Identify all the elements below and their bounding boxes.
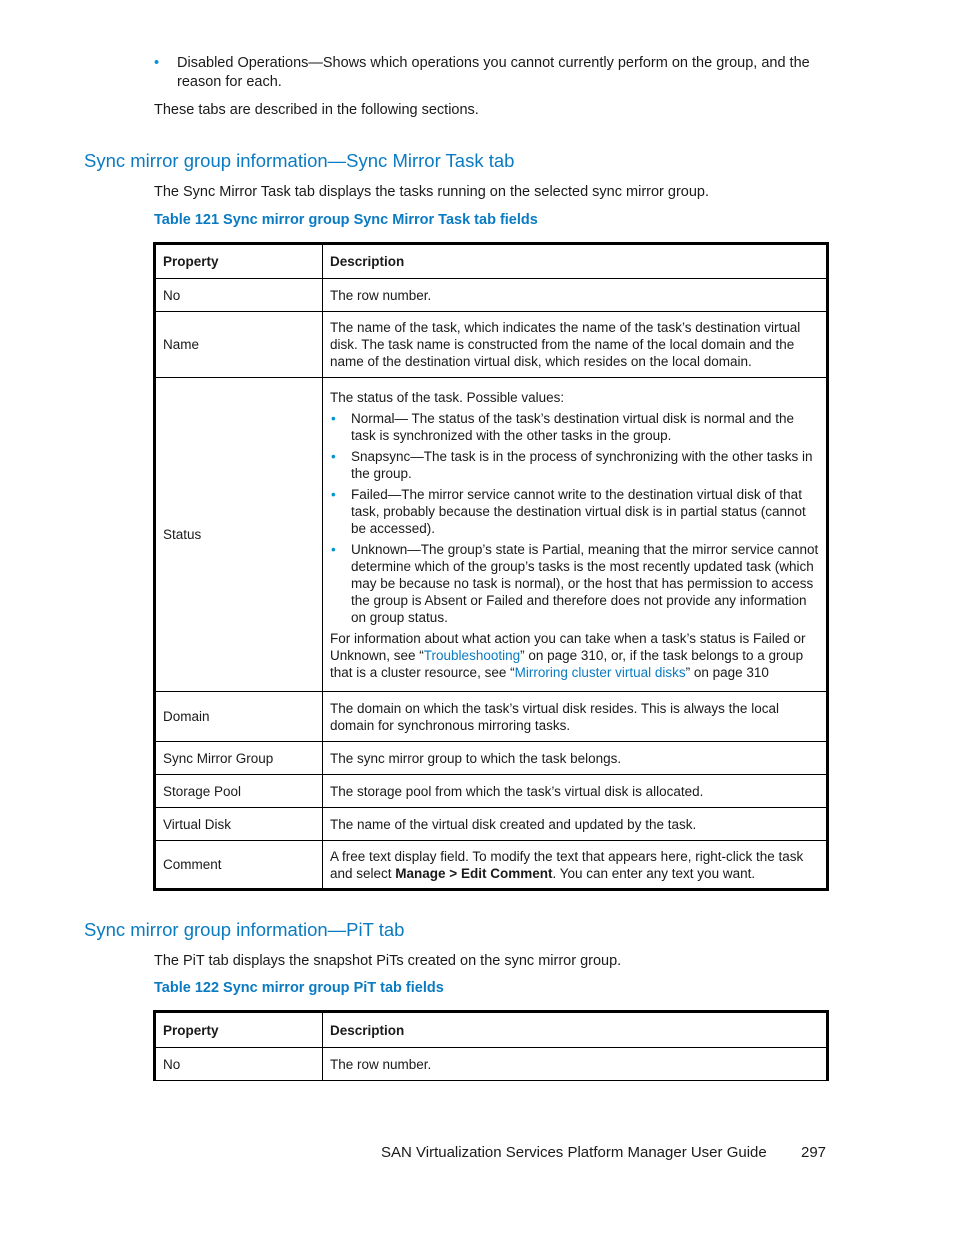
bullet-icon: • bbox=[154, 55, 160, 71]
header-description: Description bbox=[323, 244, 828, 279]
table-row bbox=[155, 1048, 828, 1081]
table-row bbox=[155, 279, 828, 312]
header-property: Property bbox=[155, 244, 323, 279]
list-item: • Failed—The mirror service cannot write to the destination virtual disk of that task, probably because the destination virtual disk is in partial status (cannot be accessed). bbox=[331, 486, 806, 536]
header-property: Property bbox=[155, 1012, 323, 1048]
bullet-icon: • bbox=[331, 410, 336, 426]
intro-bullet-text: Disabled Operations—Shows which operations you cannot currently perform on the group, and the reason for each. bbox=[177, 55, 810, 90]
footer-guide-title: SAN Virtualization Services Platform Manager User Guide bbox=[381, 1144, 767, 1161]
description-cell: The storage pool from which the task’s virtual disk is allocated. bbox=[323, 775, 828, 808]
header-description: Description bbox=[323, 1012, 828, 1048]
section-intro-pit: The PiT tab displays the snapshot PiTs created on the sync mirror group. bbox=[154, 953, 622, 969]
list-item: • Normal— The status of the task’s destination virtual disk is normal and the task is synchronized with the other tasks in the group. bbox=[331, 410, 794, 443]
status-note: For information about what action you can take when a task’s status is Failed or Unknown, see “Troubleshooting” on page 310, or, if the task belongs to a group that is a cluster resource, see “Mirroring cluster virtual disks” on page 310 bbox=[330, 630, 806, 680]
description-cell: The row number. bbox=[323, 279, 828, 312]
status-values-list bbox=[330, 410, 819, 626]
table-row bbox=[155, 312, 828, 378]
page-number: 297 bbox=[801, 1144, 827, 1161]
table-header-row bbox=[155, 1012, 828, 1048]
section-heading-pit: Sync mirror group information—PiT tab bbox=[84, 919, 405, 940]
table-row bbox=[155, 775, 828, 808]
property-cell: Storage Pool bbox=[155, 775, 323, 808]
table-caption-121: Table 121 Sync mirror group Sync Mirror Task tab fields bbox=[154, 212, 538, 228]
bullet-icon: • bbox=[331, 541, 336, 557]
table-row bbox=[155, 742, 828, 775]
table-header-row bbox=[155, 244, 828, 279]
property-cell: Name bbox=[155, 312, 323, 378]
property-cell: No bbox=[155, 279, 323, 312]
description-cell bbox=[323, 378, 828, 692]
description-cell: A free text display field. To modify the text that appears here, right-click the task and select Manage > Edit Comment. You can enter any text you want. bbox=[323, 841, 828, 890]
mirroring-cluster-virtual-disks-link[interactable]: Mirroring cluster virtual disks bbox=[514, 664, 686, 680]
table-row bbox=[155, 808, 828, 841]
status-lead: The status of the task. Possible values: bbox=[330, 389, 565, 405]
table-row bbox=[155, 378, 828, 692]
property-cell: Status bbox=[155, 378, 323, 692]
pit-table bbox=[153, 1010, 829, 1081]
sync-mirror-task-table bbox=[153, 242, 829, 891]
bullet-icon: • bbox=[331, 486, 336, 502]
table-row bbox=[155, 841, 828, 890]
property-cell: Comment bbox=[155, 841, 323, 890]
property-cell: No bbox=[155, 1048, 323, 1081]
troubleshooting-link[interactable]: Troubleshooting bbox=[423, 647, 521, 663]
property-cell: Virtual Disk bbox=[155, 808, 323, 841]
description-cell: The name of the virtual disk created and updated by the task. bbox=[323, 808, 828, 841]
menu-path: Manage > Edit Comment bbox=[395, 865, 553, 881]
section-heading-sync-mirror-task: Sync mirror group information—Sync Mirror Task tab bbox=[84, 150, 515, 171]
description-cell: The name of the task, which indicates the name of the task’s destination virtual disk. The task name is constructed from the name of the local domain and the name of the destination virtual disk, which resides on the local domain. bbox=[323, 312, 828, 378]
table-row bbox=[155, 692, 828, 742]
description-cell: The domain on which the task’s virtual disk resides. This is always the local domain for synchronous mirroring tasks. bbox=[323, 692, 828, 742]
list-item: • Snapsync—The task is in the process of synchronizing with the other tasks in the group. bbox=[331, 448, 813, 481]
description-cell: The sync mirror group to which the task belongs. bbox=[323, 742, 828, 775]
property-cell: Sync Mirror Group bbox=[155, 742, 323, 775]
description-cell: The row number. bbox=[323, 1048, 828, 1081]
property-cell: Domain bbox=[155, 692, 323, 742]
section-intro-sync-mirror-task: The Sync Mirror Task tab displays the tasks running on the selected sync mirror group. bbox=[154, 184, 710, 200]
intro-bullet bbox=[154, 54, 824, 92]
intro-sentence: These tabs are described in the following sections. bbox=[154, 102, 479, 118]
bullet-icon: • bbox=[331, 448, 336, 464]
list-item: • Unknown—The group’s state is Partial, meaning that the mirror service cannot determine which of the group’s tasks is the most recently updated task (which may be because no task is normal), or the host that has permission to access the group is Absent or Failed and therefore does not provide any information on group status. bbox=[331, 541, 819, 625]
table-caption-122: Table 122 Sync mirror group PiT tab fields bbox=[154, 980, 444, 996]
